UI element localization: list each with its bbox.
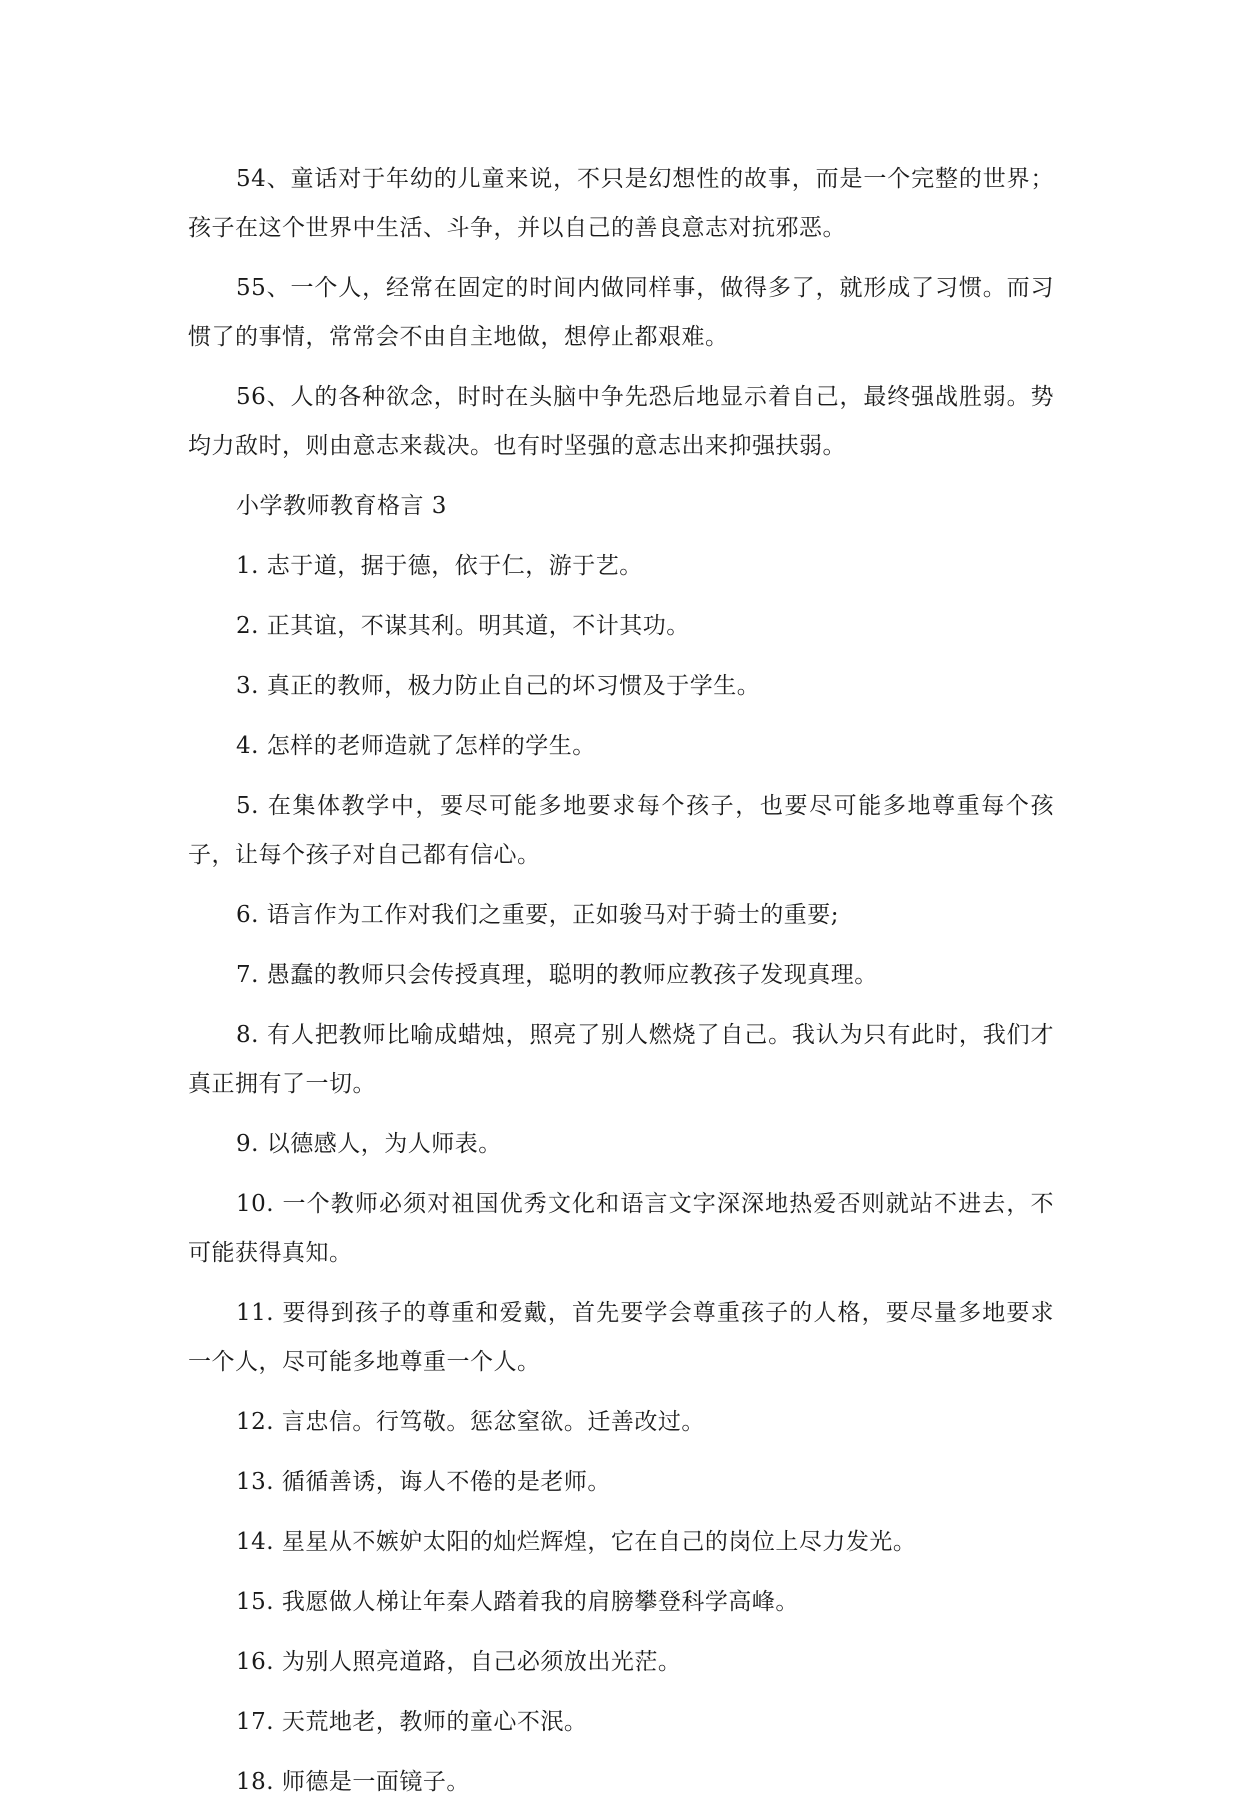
paragraph-55: 55、一个人，经常在固定的时间内做同样事，做得多了，就形成了习惯。而习惯了的事情，常常会不由自主地做，想停止都艰难。 <box>188 275 1054 350</box>
quote-item-5: 5. 在集体教学中，要尽可能多地要求每个孩子，也要尽可能多地尊重每个孩子，让每个孩子对自己都有信心。 <box>188 793 1054 868</box>
quote-item-1: 1. 志于道，据于德，依于仁，游于艺。 <box>236 553 643 579</box>
quote-item-12: 12. 言忠信。行笃敬。惩忿窒欲。迁善改过。 <box>236 1409 705 1435</box>
section-heading: 小学教师教育格言 3 <box>236 493 447 519</box>
paragraph-56: 56、人的各种欲念，时时在头脑中争先恐后地显示着自己，最终强战胜弱。势均力敌时，则由意志来裁决。也有时坚强的意志出来抑强扶弱。 <box>188 384 1054 459</box>
quote-item-18: 18. 师德是一面镜子。 <box>236 1769 470 1795</box>
quote-item-2: 2. 正其谊，不谋其利。明其道，不计其功。 <box>236 613 690 639</box>
quote-item-15: 15. 我愿做人梯让年秦人踏着我的肩膀攀登科学高峰。 <box>236 1589 799 1615</box>
quote-item-7: 7. 愚蠢的教师只会传授真理，聪明的教师应教孩子发现真理。 <box>236 962 878 988</box>
paragraph-54: 54、童话对于年幼的儿童来说，不只是幻想性的故事，而是一个完整的世界；孩子在这个世界中生活、斗争，并以自己的善良意志对抗邪恶。 <box>188 166 1054 241</box>
quote-item-9: 9. 以德感人，为人师表。 <box>236 1131 502 1157</box>
document-body <box>188 155 1054 1818</box>
quote-item-13: 13. 循循善诱，诲人不倦的是老师。 <box>236 1469 611 1495</box>
quote-item-17: 17. 天荒地老，教师的童心不泯。 <box>236 1709 588 1735</box>
quote-item-3: 3. 真正的教师，极力防止自己的坏习惯及于学生。 <box>236 673 761 699</box>
quote-item-6: 6. 语言作为工作对我们之重要，正如骏马对于骑士的重要; <box>236 902 840 928</box>
quote-item-14: 14. 星星从不嫉妒太阳的灿烂辉煌，它在自己的岗位上尽力发光。 <box>236 1529 917 1555</box>
quote-item-16: 16. 为别人照亮道路，自己必须放出光茫。 <box>236 1649 682 1675</box>
quote-item-11: 11. 要得到孩子的尊重和爱戴，首先要学会尊重孩子的人格，要尽量多地要求一个人，尽可能多地尊重一个人。 <box>188 1300 1054 1375</box>
quote-item-4: 4. 怎样的老师造就了怎样的学生。 <box>236 733 596 759</box>
quote-item-10: 10. 一个教师必须对祖国优秀文化和语言文字深深地热爱否则就站不进去，不可能获得真知。 <box>188 1191 1054 1266</box>
quote-item-8: 8. 有人把教师比喻成蜡烛，照亮了别人燃烧了自己。我认为只有此时，我们才真正拥有了一切。 <box>188 1022 1054 1097</box>
